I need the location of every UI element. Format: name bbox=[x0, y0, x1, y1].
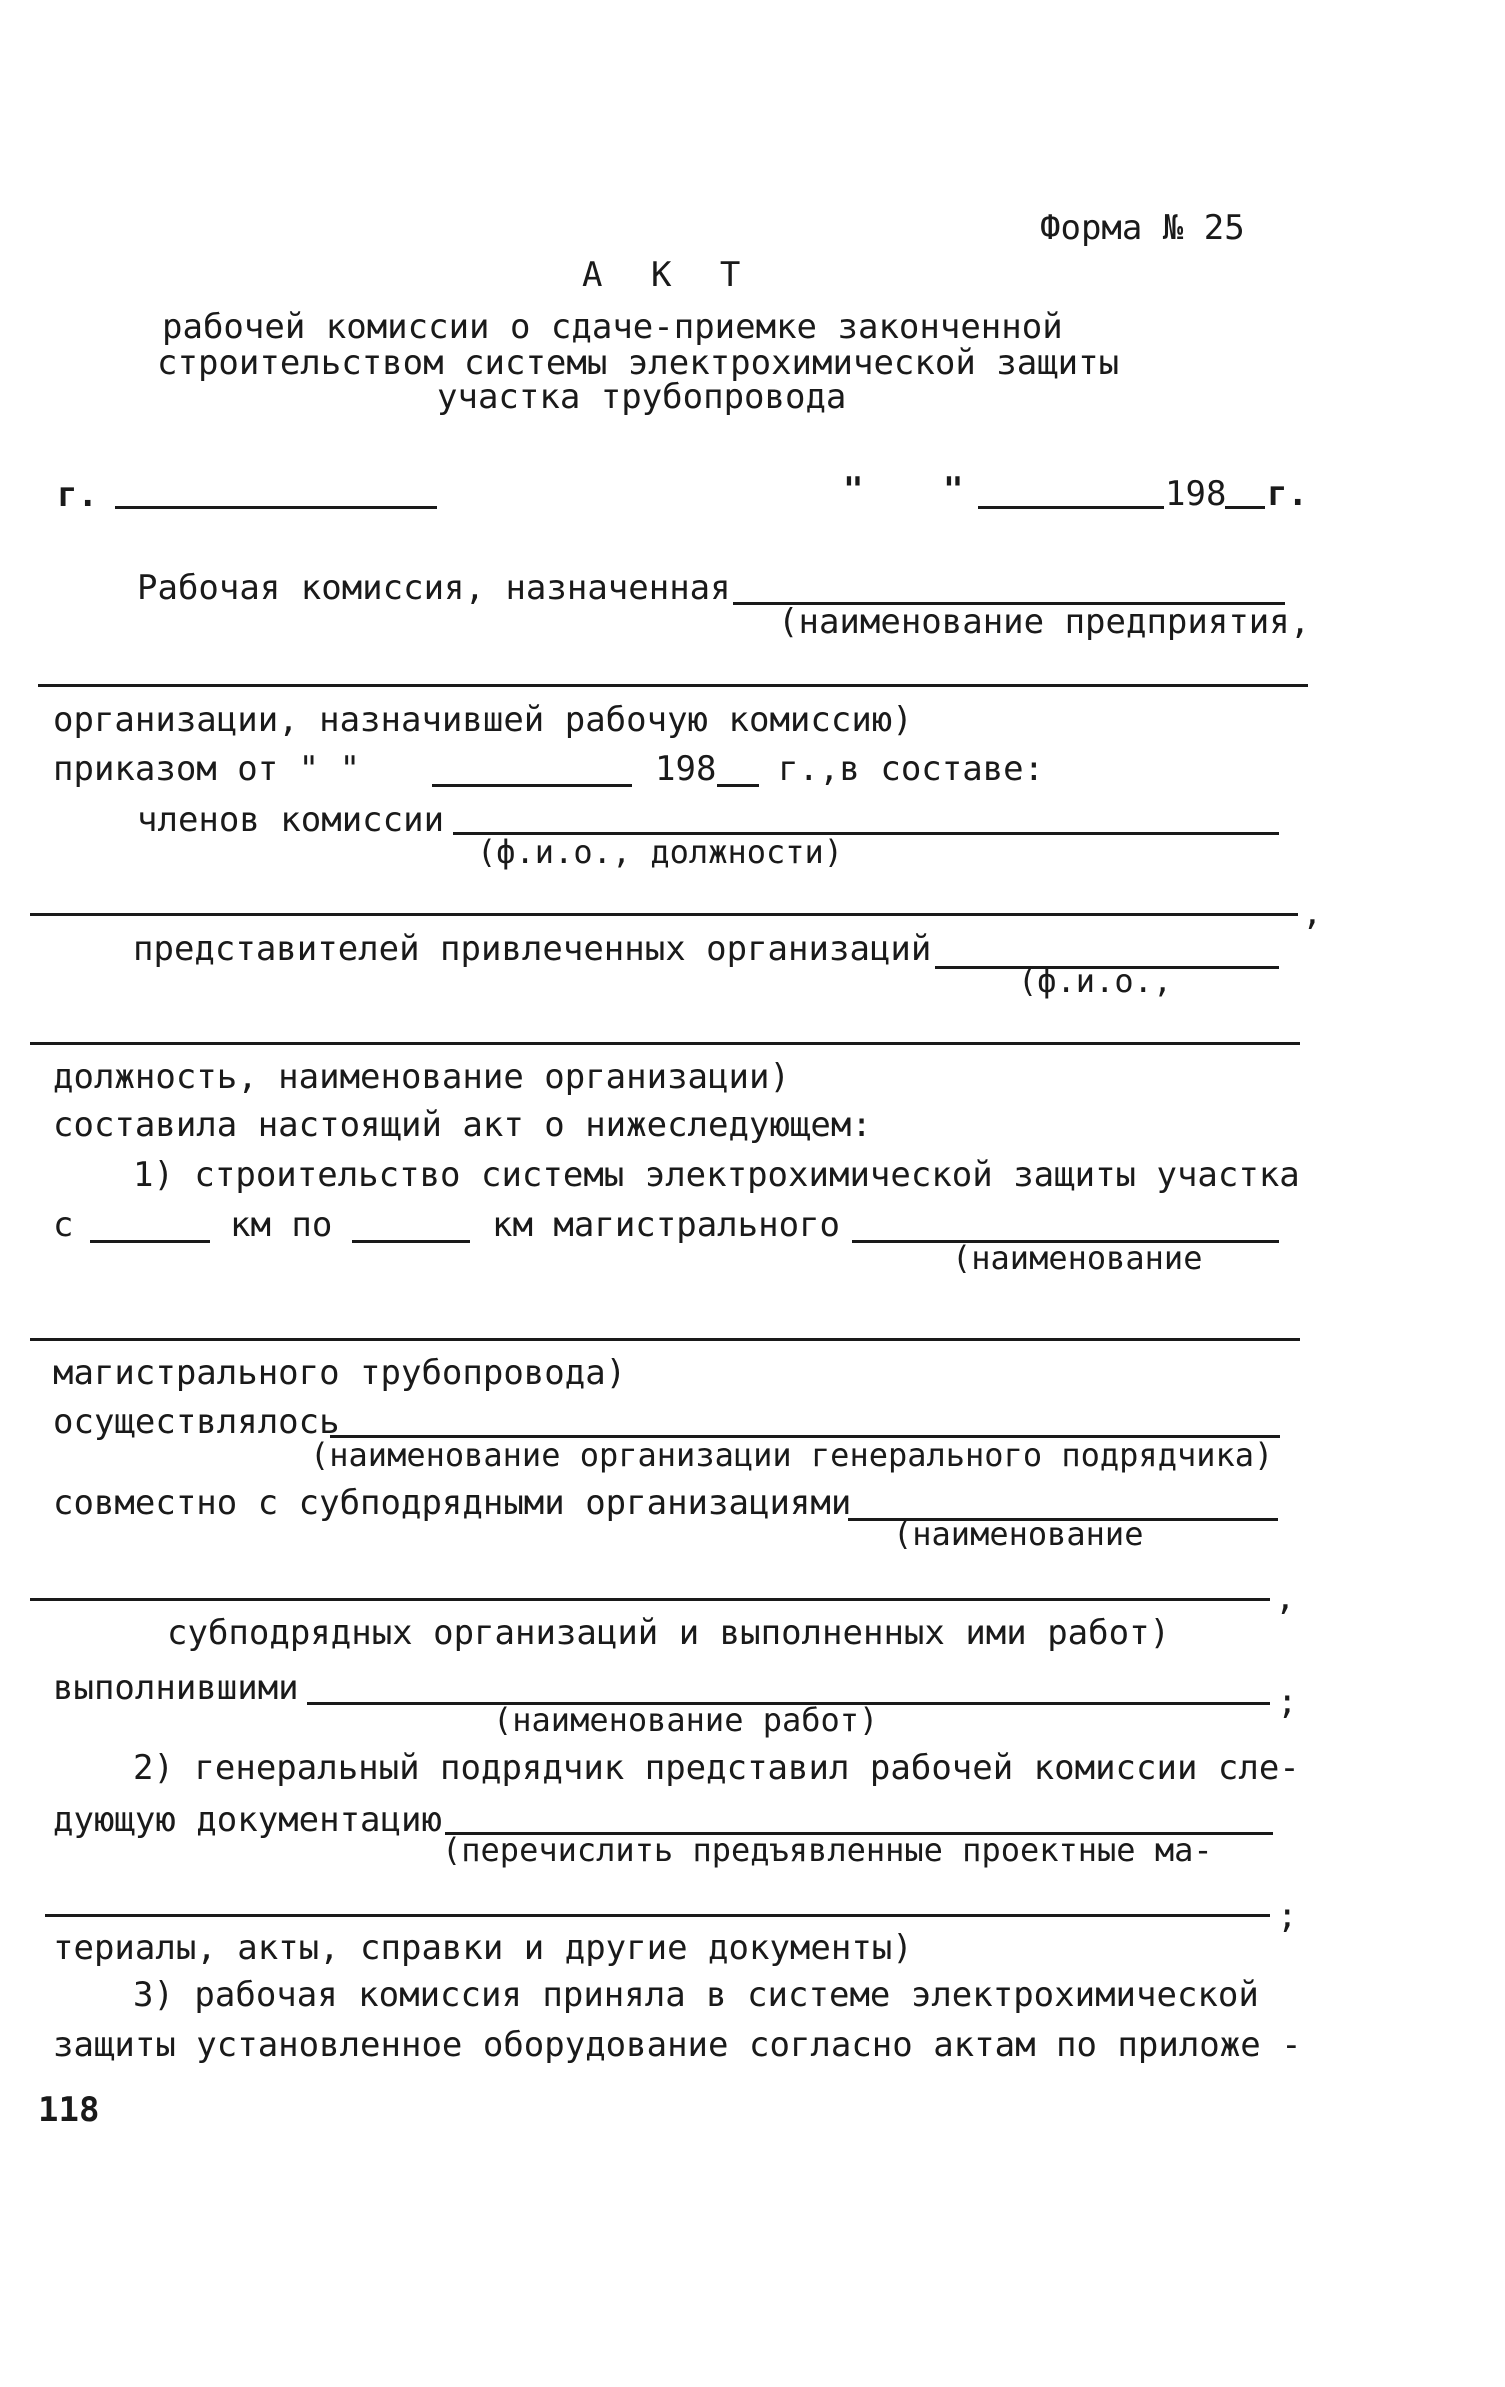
enterprise-hint: (наименование предприятия, bbox=[778, 602, 1311, 642]
general-contractor-hint: (наименование организации генерального подрядчика) bbox=[310, 1436, 1274, 1474]
city-prefix: г. bbox=[57, 475, 98, 515]
members-line bbox=[30, 913, 1298, 916]
sub-comma: , bbox=[1275, 1578, 1296, 1618]
item-2-line-2: дующую документацию bbox=[53, 1800, 442, 1840]
docs-line bbox=[45, 1914, 1270, 1917]
form-number: Форма № 25 bbox=[1040, 208, 1245, 248]
item-3-line-2: защиты установленное оборудование согласно актам по приложе - bbox=[53, 2025, 1302, 2065]
km-main-label: км магистрального bbox=[492, 1205, 840, 1245]
order-year: 198 bbox=[655, 749, 717, 789]
subtitle-line-1: рабочей комиссии о сдаче-приемке законченной bbox=[162, 307, 1063, 347]
order-prefix: приказом от " " bbox=[53, 749, 361, 789]
item-1: 1) строительство системы электрохимической защиты участка bbox=[133, 1155, 1300, 1195]
date-quote-close: " bbox=[943, 470, 964, 510]
sub-line bbox=[30, 1598, 1270, 1601]
reps-hint: (ф.и.о., bbox=[1018, 962, 1173, 1000]
sub-hint-2: субподрядных организаций и выполненных ими работ) bbox=[167, 1613, 1171, 1653]
order-year-blank bbox=[717, 784, 759, 787]
pipeline-line bbox=[30, 1338, 1300, 1341]
performers-label: выполнившими bbox=[53, 1668, 299, 1708]
act-title: А К Т bbox=[582, 255, 755, 295]
docs-hint: (перечислить предъявленные проектные ма- bbox=[442, 1831, 1213, 1869]
subtitle-line-2: строительством системы электрохимической защиты bbox=[157, 343, 1120, 383]
works-hint: (наименование работ) bbox=[493, 1701, 879, 1739]
compiled-line: составила настоящий акт о нижеследующем: bbox=[53, 1105, 872, 1145]
subtitle-line-3: участка трубопровода bbox=[437, 377, 847, 417]
date-quote-open: " bbox=[843, 470, 864, 510]
city-blank bbox=[115, 506, 437, 509]
date-year: 198 bbox=[1165, 474, 1227, 514]
sub-hint: (наименование bbox=[893, 1515, 1144, 1553]
enterprise-line bbox=[38, 684, 1308, 687]
to-km-blank bbox=[352, 1240, 470, 1243]
date-year-suffix: г. bbox=[1267, 474, 1308, 514]
members-hint: (ф.и.о., должности) bbox=[477, 833, 844, 871]
item-3-line-1: 3) рабочая комиссия приняла в системе электрохимической bbox=[133, 1975, 1259, 2015]
reps-label: представителей привлеченных организаций bbox=[133, 929, 932, 969]
org-line: организации, назначившей рабочую комиссию) bbox=[53, 700, 913, 740]
pipeline-name-hint: (наименование bbox=[952, 1239, 1203, 1277]
page-number: 118 bbox=[38, 2090, 100, 2130]
date-blank bbox=[978, 506, 1164, 509]
reps-line bbox=[30, 1042, 1300, 1045]
item-2-line-1: 2) генеральный подрядчик представил рабочей комиссии сле- bbox=[133, 1748, 1300, 1788]
reps-hint-2: должность, наименование организации) bbox=[53, 1057, 790, 1097]
commission-label: Рабочая комиссия, назначенная bbox=[137, 568, 731, 608]
from-km-blank bbox=[90, 1240, 210, 1243]
sub-label: совместно с субподрядными организациями bbox=[53, 1483, 852, 1523]
performed-label: осуществлялось bbox=[53, 1402, 340, 1442]
order-date-blank bbox=[432, 784, 632, 787]
km-to-label: км по bbox=[230, 1205, 333, 1245]
members-comma: , bbox=[1302, 893, 1323, 933]
order-suffix: г.,в составе: bbox=[778, 749, 1045, 789]
from-km-label: с bbox=[53, 1205, 74, 1245]
docs-hint-2: териалы, акты, справки и другие документы) bbox=[53, 1928, 913, 1968]
year-blank bbox=[1225, 506, 1265, 509]
docs-semicolon: ; bbox=[1277, 1896, 1298, 1936]
works-semicolon: ; bbox=[1277, 1682, 1298, 1722]
members-label: членов комиссии bbox=[137, 800, 445, 840]
pipeline-hint: магистрального трубопровода) bbox=[53, 1353, 627, 1393]
